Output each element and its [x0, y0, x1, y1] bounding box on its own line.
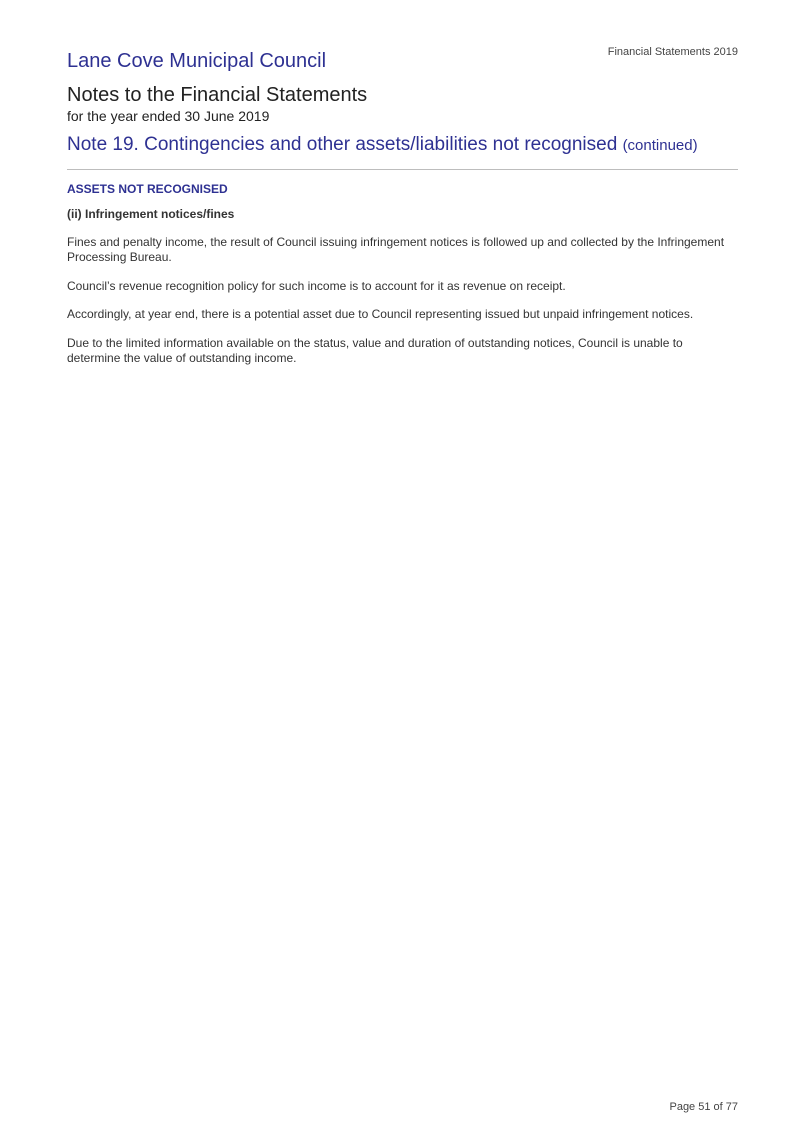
note-title — [67, 134, 698, 156]
report-label: Financial Statements 2019 — [607, 46, 738, 58]
paragraph: Fines and penalty income, the result of Council issuing infringement notices is followed up and collected by the Infringement Processing Bureau. — [67, 235, 725, 264]
section-heading: ASSETS NOT RECOGNISED — [67, 182, 228, 196]
sub-heading: (ii) Infringement notices/fines — [67, 207, 235, 221]
paragraph: Due to the limited information available on the status, value and duration of outstanding notices, Council is unable to determine the value of outstanding income. — [67, 336, 683, 365]
continued-label: (continued) — [622, 137, 698, 154]
divider — [67, 169, 738, 170]
document-title: Notes to the Financial Statements — [67, 84, 368, 106]
organisation-name: Lane Cove Municipal Council — [67, 50, 327, 72]
paragraph: Accordingly, at year end, there is a potential asset due to Council representing issued but unpaid infringement notices. — [67, 307, 694, 321]
note-title-text: Note 19. Contingencies and other assets/liabilities not recognised — [67, 134, 618, 155]
page-number: Page 51 of 77 — [669, 1101, 738, 1113]
period-subtitle: for the year ended 30 June 2019 — [67, 108, 270, 124]
paragraph: Council’s revenue recognition policy for such income is to account for it as revenue on receipt. — [67, 279, 566, 293]
